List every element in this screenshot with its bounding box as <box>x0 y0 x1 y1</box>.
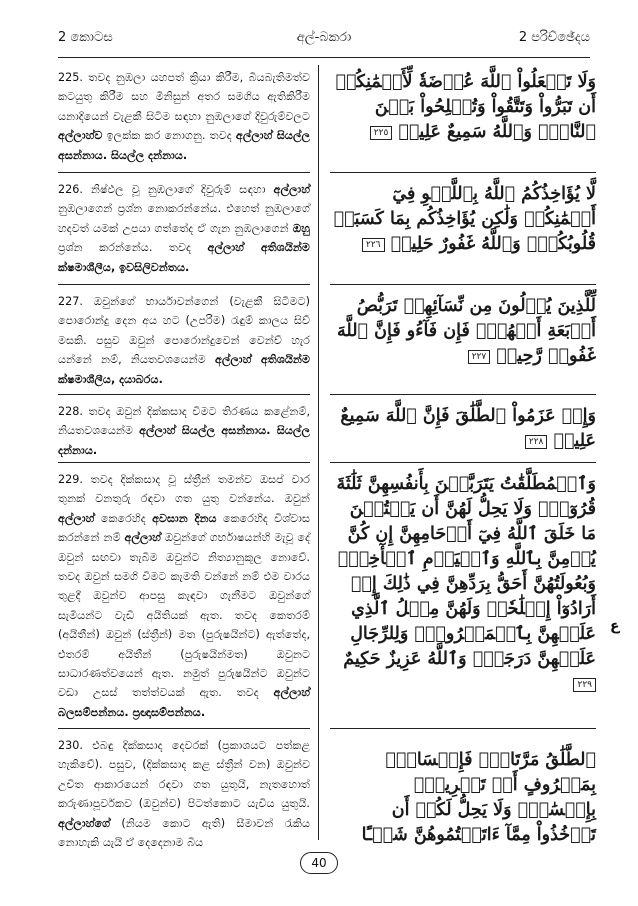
verse-229-arabic: وَٱلۡمُطَلَّقَٰتُ يَتَرَبَّصۡنَ بِأَنفُسِهِنَّ ثَلَٰثَةَ قُرُوٓءٖۚ وَلَا يَحِلُّ لَهُنَّ أَن يَكۡتُمۡنَ مَا خَلَقَ ٱللَّهُ فِيٓ أَرۡحَامِهِنَّ إِن كُنَّ يُؤۡمِنَّ بِٱللَّهِ وَٱلۡيَوۡمِ ٱلۡأٓخِرِۚ وَبُعُولَتُهُنَّ أَحَقُّ بِرَدِّهِنَّ فِي ذَٰلِكَ إِنۡ أَرَادُوٓاْ إِصۡلَٰحٗاۚ وَلَهُنَّ مِثۡلُ ٱلَّذِي عَلَيۡهِنَّ بِٱلۡمَعۡرُوفِۚ وَلِلرِّجَالِ عَلَيۡهِنَّ دَرَجَةٞۗ وَٱللَّهُ عَزِيزٌ حَكِيمٌ ٢٢٩ <box>336 474 596 690</box>
verse-separator <box>330 172 596 173</box>
verse-228-translation: 228. තවද ඔවුන් දික්කසාද වීමට තිරණය කළේනම්, නියතවශයෙන්ම අල්ලාහ් සියල්ල අසන්නාය. සියල්ල දන්නාය. <box>58 405 310 457</box>
verse-230-translation: 230. එබඳු දික්කසාද දෙවරක් (ප්‍රකාශයට පත්කළ හැකිවේ). පසුව, (දික්කසාද කළ ස්ත්‍රීන් වන) ඔවුන්ව උචිත ආකාරයෙන් රඳවා ගත යුතුයි, නැතහොත් කරුණාපූර්වකව (ඔවුන්ව) පිටත්කොට යැවිය යුතුයි. අල්ලාහ්ගේ (නියම කොට ඇති) සීමාවන් රැකිය නොහැකි යැයි ඒ දෙදෙනාම බිය <box>58 739 310 850</box>
verse-228-arabic: وَإِنۡ عَزَمُواْ ٱلطَّلَٰقَ فَإِنَّ ٱللَّهَ سَمِيعٌ عَلِيمٞ ٢٢٨ <box>340 406 596 451</box>
verse-227-arabic: لِّلَّذِينَ يُؤۡلُونَ مِن نِّسَآئِهِمۡ تَرَبُّصُ أَرۡبَعَةِ أَشۡهُرٖۖ فَإِن فَآءُو فَإِنَّ ٱللَّهَ غَفُورٞ رَّحِيمٞ ٢٢٧ <box>337 296 596 366</box>
verse-230-arabic: ٱلطَّلَٰقُ مَرَّتَانِۖ فَإِمۡسَاكُۢ بِمَعۡرُوفٍ أَوۡ تَسۡرِيحُۢ بِإِحۡسَٰنٖۗ وَلَا يَحِلُّ لَكُمۡ أَن تَأۡخُذُواْ مِمَّآ ءَاتَيۡتُمُوهُنَّ شَيۡـًٔا <box>361 750 596 845</box>
verse-separator <box>330 394 596 395</box>
column-divider <box>318 65 319 840</box>
verse-227-translation: 227. ඔවුන්ගේ භාර්යාවන්ගෙන් (වැළකී සිටීමට) පොරොන්දු දෙන අය හට (උපරිම) රැඳුම් කාලය සිව් මසකි. පසුව ඔවුන් පොරොන්දුවෙන් වෙන්ව් හැර යන්නේ නම්, නියතවශයෙන්ම අල්ලාහ් අතිශයින්ම ක්ෂමාශීලීය, දයාබරය. <box>58 295 310 386</box>
page-number: 40 <box>300 852 338 874</box>
verse-separator <box>58 394 310 395</box>
verse-225-arabic: وَلَا تَجۡعَلُواْ ٱللَّهَ عُرۡضَةٗ لِّأَيۡمَٰنِكُمۡ أَن تَبَرُّواْ وَتَتَّقُواْ وَتُصۡلِحُواْ بَيۡنَ ٱلنَّاسِۚ وَٱللَّهُ سَمِيعٌ عَلِيمٞ ٢٢٥ <box>335 72 596 142</box>
header-rule <box>58 57 590 58</box>
verse-226-arabic: لَّا يُؤَاخِذُكُمُ ٱللَّهُ بِٱللَّغۡوِ فِيٓ أَيۡمَٰنِكُمۡ وَلَٰكِن يُؤَاخِذُكُم بِمَا كَسَبَتۡ قُلُوبُكُمۡۗ وَٱللَّهُ غَفُورٌ حَلِيمٞ ٢٢٦ <box>333 184 596 254</box>
verse-separator <box>330 728 596 729</box>
verse-separator <box>58 284 310 285</box>
verse-225-translation: 225. තවද නුඹලා යහපත් ක්‍රියා කිරීම, බියබැතිමත්ව කටයුතු කිරීම සහ මිනිසුන් අතර සමගිය ඇතිකිරීම යනාදියෙන් වැළකී සිටීම සඳහා නුඹලාගේ දිවුරුම්වලට අල්ලාහ්ව ඉලක්ක කර නොගනු. තවද අල්ලාහ් සියල්ල අසන්නාය. සියල්ල දන්නාය. <box>58 71 311 162</box>
part-label: 2 කොටස <box>58 30 113 45</box>
verse-separator <box>330 284 596 285</box>
verse-separator <box>58 462 310 463</box>
page-header <box>58 30 590 52</box>
verse-226-translation: 226. නිෂ්ඵල වූ නුඹලාගේ දිවුරුම් සඳහා අල්ලාහ් නුඹලාගෙන් ප්‍රශ්න නොකරන්නේය. එහෙත් නුඹලාගේ හදවත් යමක් උපයා ගත්තේද ඒ ගැන නුඹලාගෙන් ඔහු ප්‍රශ්න කරන්නේය. තවද අල්ලාහ් අතිශයින්ම ක්ෂමාශීලීය, ඉවසිලිවන්තය. <box>58 183 310 274</box>
ruku-marker: ع <box>610 618 620 634</box>
verse-separator <box>330 462 596 463</box>
verse-229-translation: 229. තවද දික්කසාද වූ ස්ත්‍රීන් තමන්ව ඔසප් වාර තුනක් වනතුරු රඳවා ගත යුතු වන්නේය. ඔවුන් අල්ලාහ් කෙරෙහිද අවසාන දිනය කෙරෙහිද විශ්වාස කරන්නේ නම් අල්ලාහ් ඔවුන්ගේ ගර්භාෂයන්හි මැවූ දේ ඔවුන් සඟවා තැබීම ඔවුන්ට නිත්‍යානුකූල නොවේ. තවද ඔවුන් සමගි වීමට කැමති වන්නේ නම් එම වාරය තුළදී ඔවුන්ව ආපසු කැඳවා ගැනීමට ඔවුන්ගේ සැමියන්ට වැඩි අයිතියක් ඇත. තවද කෙතරම් (අයිතීන්) ඔවුන් (ස්ත්‍රීන්) මත (පුරුෂයින්ට) ඇත්තේද, එතරම් අයිතීන් (පුරුෂයින්මත) ඔවුනට සාධාරණත්වයෙන් ඇත. නමුත් පුරුෂයින්ට ඔවුන්ට වඩා උසස් තත්ත්වයක් ඇත. තවද අල්ලාහ් බලසම්පන්නය. ප්‍රඥාසම්පන්නය. <box>58 473 311 719</box>
chapter-label: 2 පරිච්ඡේදය <box>518 30 590 45</box>
surah-title: අල්-බකරා <box>296 30 352 45</box>
verse-separator <box>58 172 310 173</box>
verse-separator <box>58 728 310 729</box>
